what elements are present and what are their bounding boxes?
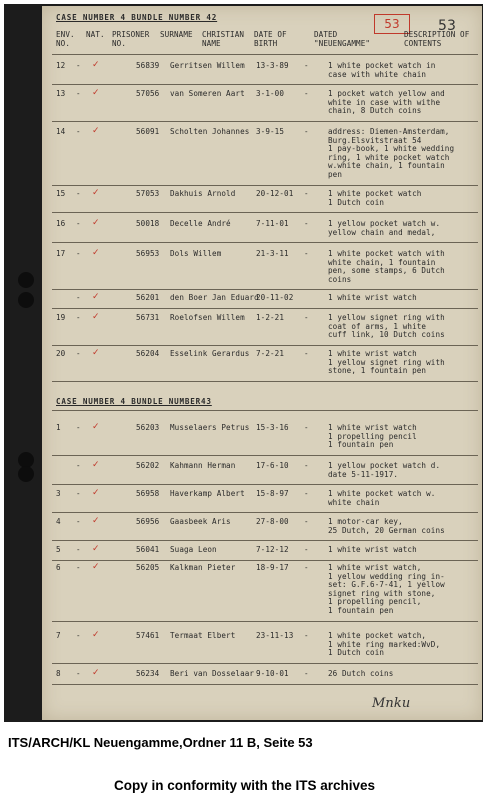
cell-env-no: 6 [56, 563, 61, 572]
cell-name: Scholten Johannes [170, 127, 250, 136]
cell-date-of-birth: 7-2-21 [256, 349, 285, 358]
document-scan [4, 4, 483, 722]
cell-env-no: 13 [56, 89, 66, 98]
cell-env-no: 12 [56, 61, 66, 70]
cell-nat: - [76, 293, 81, 302]
cell-prisoner-no: 56202 [136, 461, 160, 470]
cell-description: 1 white wrist watch 1 propelling pencil 1 fountain pen [328, 423, 417, 450]
check-mark-icon: ✓ [92, 630, 100, 640]
cell-env-no: 5 [56, 545, 61, 554]
cell-dated: - [304, 545, 309, 554]
check-mark-icon: ✓ [92, 312, 100, 322]
cell-dated: - [304, 631, 309, 640]
cell-description: 1 white wrist watch [328, 545, 417, 554]
cell-prisoner-no: 56731 [136, 313, 160, 322]
cell-prisoner-no: 56091 [136, 127, 160, 136]
cell-description: 26 Dutch coins [328, 669, 394, 678]
check-mark-icon: ✓ [92, 460, 100, 470]
row-divider [52, 185, 478, 186]
row-divider [52, 512, 478, 513]
col-nat: NAT. [86, 30, 105, 39]
cell-dated: - [304, 563, 309, 572]
cell-name: Beri van Dosselaar [170, 669, 255, 678]
cell-description: address: Diemen-Amsterdam, Burg.Elsvitstraat 54 1 pay-book, 1 white wedding ring, 1 white pocket watch w.white chain, 1 fountain pen [328, 127, 455, 179]
cell-date-of-birth: 3-9-15 [256, 127, 285, 136]
col-dated: DATED "NEUENGAMME" [314, 30, 371, 48]
cell-description: 1 yellow pocket watch d. date 5-11-1917. [328, 461, 441, 479]
cell-env-no: 14 [56, 127, 66, 136]
col-description: DESCRIPTION OF CONTENTS [404, 30, 470, 48]
cell-prisoner-no: 57053 [136, 189, 160, 198]
cell-nat: - [76, 423, 81, 432]
cell-date-of-birth: 1-2-21 [256, 313, 285, 322]
cell-date-of-birth: 27-8-00 [256, 517, 289, 526]
cell-date-of-birth: 3-1-00 [256, 89, 285, 98]
row-divider [52, 289, 478, 290]
cell-prisoner-no: 56204 [136, 349, 160, 358]
cell-prisoner-no: 56203 [136, 423, 160, 432]
cell-description: 1 pocket watch yellow and white in case with withe chain, 8 Dutch coins [328, 89, 445, 116]
check-mark-icon: ✓ [92, 348, 100, 358]
cell-prisoner-no: 56958 [136, 489, 160, 498]
signature: Mnku [372, 696, 411, 711]
cell-nat: - [76, 127, 81, 136]
cell-description: 1 white pocket watch w. white chain [328, 489, 436, 507]
check-mark-icon: ✓ [92, 488, 100, 498]
cell-prisoner-no: 57461 [136, 631, 160, 640]
cell-dated: - [304, 461, 309, 470]
check-mark-icon: ✓ [92, 188, 100, 198]
cell-description: 1 yellow pocket watch w. yellow chain and medal, [328, 219, 441, 237]
cell-name: van Someren Aart [170, 89, 245, 98]
red-stamp: 53 [374, 14, 410, 34]
cell-dated: - [304, 89, 309, 98]
check-mark-icon: ✓ [92, 292, 100, 302]
row-divider [52, 381, 478, 382]
cell-name: Gerritsen Willem [170, 61, 245, 70]
section2-rule [52, 410, 478, 411]
row-divider [52, 684, 478, 685]
row-divider [52, 84, 478, 85]
col-env-no: ENV. NO. [56, 30, 75, 48]
cell-nat: - [76, 219, 81, 228]
row-divider [52, 484, 478, 485]
cell-date-of-birth: 20-12-01 [256, 189, 294, 198]
punch-hole-top [18, 272, 34, 288]
header-rule [52, 54, 478, 55]
check-mark-icon: ✓ [92, 248, 100, 258]
row-divider [52, 345, 478, 346]
cell-description: 1 white wrist watch [328, 293, 417, 302]
cell-dated: - [304, 313, 309, 322]
col-surname: SURNAME [160, 30, 193, 39]
cell-date-of-birth: 13-3-89 [256, 61, 289, 70]
cell-name: den Boer Jan Eduard [170, 293, 259, 302]
cell-env-no: 7 [56, 631, 61, 640]
cell-date-of-birth: 17-6-10 [256, 461, 289, 470]
cell-dated: - [304, 489, 309, 498]
cell-name: Dakhuis Arnold [170, 189, 236, 198]
row-divider [52, 455, 478, 456]
cell-name: Dols Willem [170, 249, 222, 258]
cell-description: 1 white pocket watch 1 Dutch coin [328, 189, 422, 207]
cell-description: 1 white pocket watch in case with white chain [328, 61, 436, 79]
cell-env-no: 4 [56, 517, 61, 526]
cell-date-of-birth: 23-11-13 [256, 631, 294, 640]
cell-nat: - [76, 189, 81, 198]
check-mark-icon: ✓ [92, 126, 100, 136]
cell-name: Kahmann Herman [170, 461, 236, 470]
cell-nat: - [76, 631, 81, 640]
cell-prisoner-no: 56205 [136, 563, 160, 572]
punch-hole-middle [18, 292, 34, 308]
cell-env-no: 1 [56, 423, 61, 432]
col-date-of-birth: DATE OF BIRTH [254, 30, 287, 48]
cell-dated: - [304, 189, 309, 198]
cell-dated: - [304, 517, 309, 526]
cell-nat: - [76, 517, 81, 526]
cell-date-of-birth: 20-11-02 [256, 293, 294, 302]
cell-date-of-birth: 15-3-16 [256, 423, 289, 432]
conformity-note: Copy in conformity with the ITS archives [113, 778, 376, 793]
case-bundle-heading: CASE NUMBER 4 BUNDLE NUMBER 42 [56, 13, 218, 22]
cell-nat: - [76, 461, 81, 470]
cell-description: 1 motor-car key, 25 Dutch, 20 German coins [328, 517, 445, 535]
cell-nat: - [76, 545, 81, 554]
cell-date-of-birth: 7-12-12 [256, 545, 289, 554]
cell-env-no: 8 [56, 669, 61, 678]
cell-dated: - [304, 127, 309, 136]
cell-date-of-birth: 9-10-01 [256, 669, 289, 678]
cell-dated: - [304, 349, 309, 358]
archive-reference: ITS/ARCH/KL Neuengamme,Ordner 11 B, Seite 53 [8, 735, 313, 750]
cell-dated: - [304, 61, 309, 70]
cell-prisoner-no: 50018 [136, 219, 160, 228]
col-prisoner-no: PRISONER NO. [112, 30, 150, 48]
cell-nat: - [76, 89, 81, 98]
column-headers [56, 31, 476, 51]
cell-description: 1 yellow signet ring with coat of arms, 1 white cuff link, 10 Dutch coins [328, 313, 445, 340]
row-divider [52, 212, 478, 213]
cell-nat: - [76, 489, 81, 498]
cell-env-no: 17 [56, 249, 66, 258]
cell-date-of-birth: 7-11-01 [256, 219, 289, 228]
cell-prisoner-no: 56956 [136, 517, 160, 526]
cell-dated: - [304, 423, 309, 432]
cell-prisoner-no: 56953 [136, 249, 160, 258]
check-mark-icon: ✓ [92, 60, 100, 70]
cell-prisoner-no: 57056 [136, 89, 160, 98]
cell-nat: - [76, 61, 81, 70]
cell-env-no: 20 [56, 349, 66, 358]
cell-name: Esselink Gerardus [170, 349, 250, 358]
cell-name: Haverkamp Albert [170, 489, 245, 498]
cell-description: 1 white wrist watch 1 yellow signet ring with stone, 1 fountain pen [328, 349, 445, 376]
cell-description: 1 white wrist watch, 1 yellow wedding ring in- set: G.F.6-7-41, 1 yellow signet ring with stone, 1 propelling pencil, 1 fountain pen [328, 563, 445, 615]
cell-name: Gaasbeek Aris [170, 517, 231, 526]
cell-name: Roelofsen Willem [170, 313, 245, 322]
check-mark-icon: ✓ [92, 88, 100, 98]
cell-nat: - [76, 349, 81, 358]
cell-dated: - [304, 669, 309, 678]
cell-dated: - [304, 219, 309, 228]
cell-env-no: 15 [56, 189, 66, 198]
check-mark-icon: ✓ [92, 422, 100, 432]
col-christian-name: CHRISTIAN NAME [202, 30, 245, 48]
cell-date-of-birth: 21-3-11 [256, 249, 289, 258]
cell-description: 1 white pocket watch with white chain, 1 fountain pen, some stamps, 6 Dutch coins [328, 249, 445, 284]
cell-name: Termaat Elbert [170, 631, 236, 640]
row-divider [52, 560, 478, 561]
punch-hole-bottom [18, 466, 34, 482]
row-divider [52, 540, 478, 541]
check-mark-icon: ✓ [92, 516, 100, 526]
cell-name: Kalkman Pieter [170, 563, 236, 572]
cell-nat: - [76, 249, 81, 258]
check-mark-icon: ✓ [92, 668, 100, 678]
cell-name: Decelle André [170, 219, 231, 228]
cell-nat: - [76, 669, 81, 678]
cell-env-no: 19 [56, 313, 66, 322]
cell-prisoner-no: 56201 [136, 293, 160, 302]
row-divider [52, 621, 478, 622]
row-divider [52, 121, 478, 122]
row-divider [52, 663, 478, 664]
cell-env-no: 3 [56, 489, 61, 498]
document-paper [42, 6, 482, 720]
cell-dated: - [304, 249, 309, 258]
cell-description: 1 white pocket watch, 1 white ring marked:WvD, 1 Dutch coin [328, 631, 441, 658]
case-bundle-heading-2: CASE NUMBER 4 BUNDLE NUMBER43 [56, 397, 212, 406]
handwritten-page-number: 53 [438, 18, 457, 34]
check-mark-icon: ✓ [92, 544, 100, 554]
cell-env-no: 16 [56, 219, 66, 228]
cell-nat: - [76, 313, 81, 322]
cell-name: Musselaers Petrus [170, 423, 250, 432]
cell-date-of-birth: 18-9-17 [256, 563, 289, 572]
check-mark-icon: ✓ [92, 562, 100, 572]
cell-prisoner-no: 56041 [136, 545, 160, 554]
row-divider [52, 242, 478, 243]
cell-prisoner-no: 56234 [136, 669, 160, 678]
cell-nat: - [76, 563, 81, 572]
inventory-list [42, 6, 482, 720]
check-mark-icon: ✓ [92, 218, 100, 228]
row-divider [52, 308, 478, 309]
cell-name: Suaga Leon [170, 545, 217, 554]
cell-date-of-birth: 15-8-97 [256, 489, 289, 498]
cell-prisoner-no: 56839 [136, 61, 160, 70]
